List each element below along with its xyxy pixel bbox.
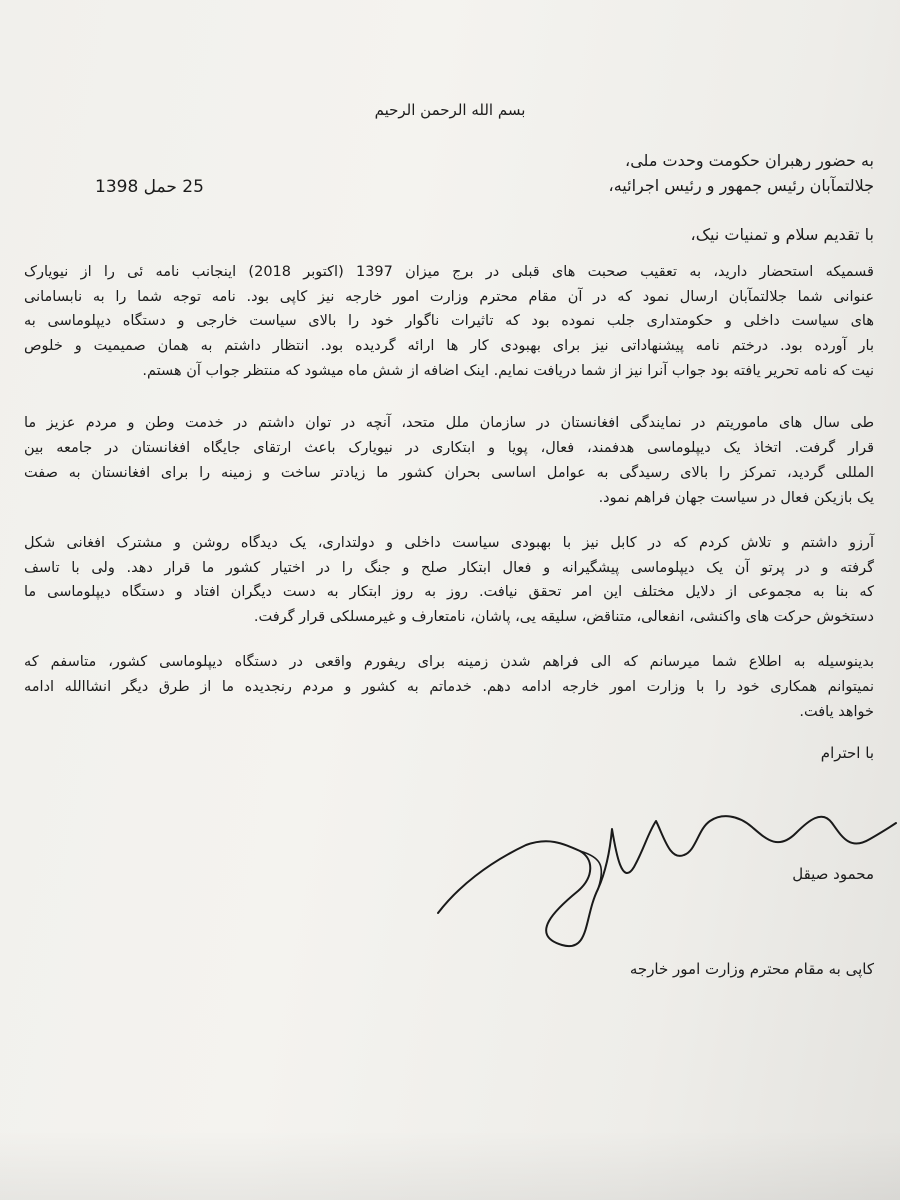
addressee-line-2: جلالتمآبان رئیس جمهور و رئیس اجرائیه، <box>608 176 874 195</box>
paragraph-line: نیت که نامه تحریر یافته بود جواب آنرا نیز از شما دریافت نمایم. اینک اضافه از شش ماه میشود که منتظر جواب آن هستم. <box>142 363 874 379</box>
paragraph-line: یک بازیکن فعال در سیاست جهان فراهم نمود. <box>598 490 874 506</box>
basmala: بسم الله الرحمن الرحیم <box>374 101 526 119</box>
paragraph-line: قسمیکه استحضار دارید، به تعقیب صحبت های قبلی در برج میزان 1397 (اکتوبر 2018) اینجانب نامه ئی را از نیویارک <box>24 264 874 280</box>
paper-shadow <box>0 1130 900 1200</box>
closing: با احترام <box>820 744 874 762</box>
paragraph-line: عنوانی شما جلالتمآبان ارسال نمود که در آن مقام محترم وزارت امور خارجه نیز کاپی بود. نامه توجه شما را به نابسامانی <box>24 289 874 305</box>
letter-date: 25 حمل 1398 <box>95 177 204 197</box>
paragraph-line: خواهد یافت. <box>799 704 874 720</box>
paragraph-line: نمیتوانم همکاری خود را با وزارت امور خارجه ادامه دهم. خدماتم به کشور و مردم رنجدیده ما از طرق دیگر انشاالله ادامه <box>24 679 874 695</box>
paragraph-line: های سیاست داخلی و حکومتداری جلب نموده بود که تاثیرات ناگوار خود را بالای سیاست خارجی و دستگاه دیپلوماسی به <box>24 313 874 329</box>
paragraph-line: گرفته و در پرتو آن یک دیپلوماسی پیشگیرانه و فعال ابتکار صلح و جنگ را در اختیار کشور ما قرار دهد. ولی با تاسف <box>24 560 874 576</box>
paragraph-line: طی سال های ماموریتم در نمایندگی افغانستان در سازمان ملل متحد، آنچه در توان داشتم در خدمت وطن و مردم عزیز ما <box>24 415 874 431</box>
handwritten-signature <box>430 805 900 970</box>
paragraph-line: المللی گردید، تمرکز را بالای رسیدگی به عوامل اساسی بحران کشور ما زیادتر ساخت و زمینه را برای افغانستان به صفت <box>24 465 874 481</box>
paragraph-line: قرار گرفت. اتخاذ یک دیپلوماسی هدفمند، فعال، پویا و ابتکاری در نیویارک باعث ارتقای جایگاه افغانستان در جامعه بین <box>24 440 874 456</box>
cc-line: کاپی به مقام محترم وزارت امور خارجه <box>629 960 874 978</box>
paragraph-line: دستخوش حرکت های واکنشی، انفعالی، متناقض، سلیقه یی، پاشان، نامتعارف و غیرمسلکی قرار گرفت. <box>253 609 874 625</box>
paragraph-line: که بنا به مجموعی از دلایل مختلف این امر تحقق نیافت. روز به روز ابتکار به دست دیگران افتاد و دستگاه دیپلوماسی ما <box>24 584 874 600</box>
greeting: با تقدیم سلام و تمنیات نیک، <box>690 225 874 244</box>
paragraph-line: آرزو داشتم و تلاش کردم که در کابل نیز با بهبودی سیاست داخلی و دولتداری، یک دیدگاه روشن و مشترک افغانی شکل <box>24 535 874 551</box>
signatory-name: محمود صیقل <box>792 865 874 883</box>
addressee-line-1: به حضور رهبران حکومت وحدت ملی، <box>625 151 874 170</box>
paragraph-line: بدینوسیله به اطلاع شما میرسانم که الی فراهم شدن زمینه برای ریفورم واقعی در دستگاه دیپلوماسی کشور، متاسفم که <box>24 654 874 670</box>
paragraph-line: بار آورده بود. درختم نامه پیشنهاداتی نیز برای بهبودی کار ها ارائه گردیده بود. انتظار داشتم به همان صمیمیت و خلوص <box>24 338 874 354</box>
